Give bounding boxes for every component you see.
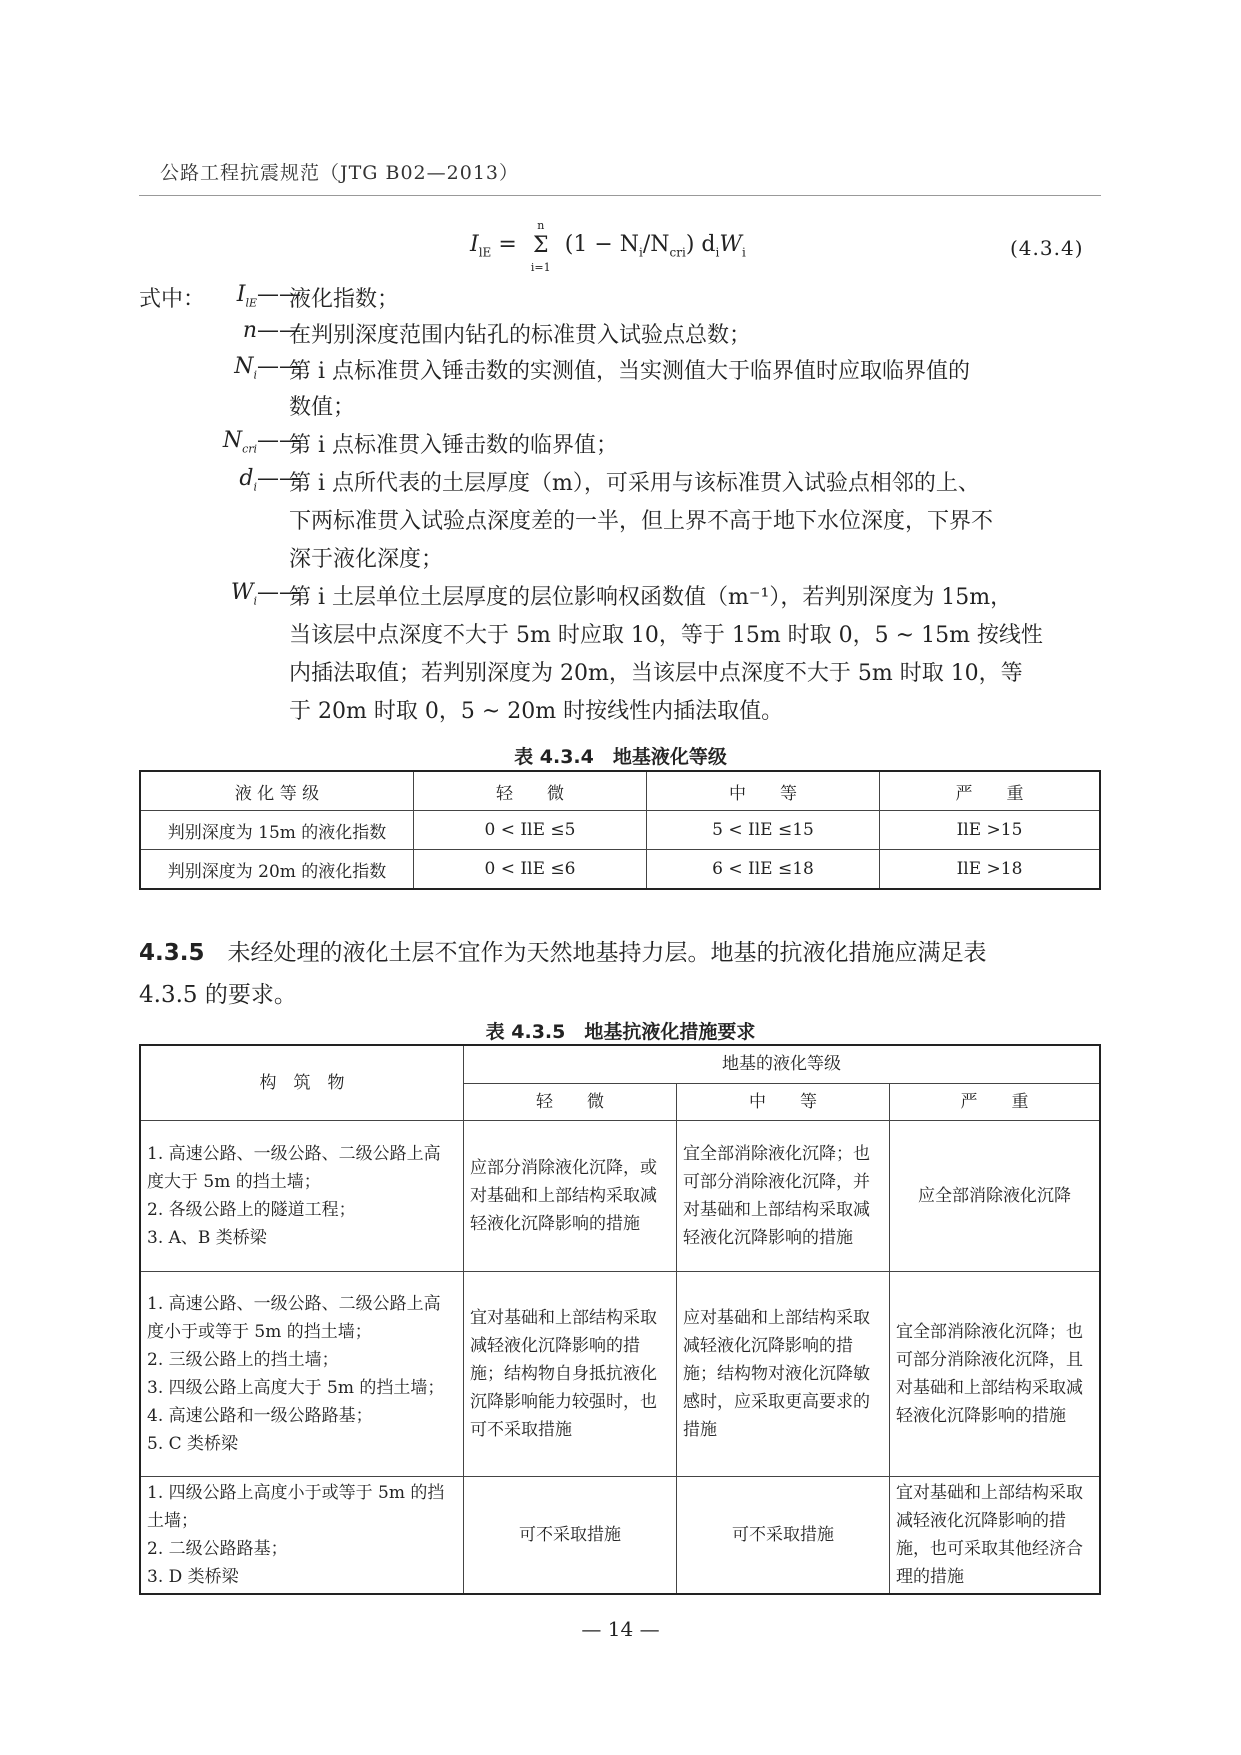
table-cell: 应部分消除液化沉降，或对基础和上部结构采取减轻液化沉降影响的措施 xyxy=(464,1121,677,1272)
var-desc: 第 i 土层单位土层厚度的层位影响权函数值（m⁻¹），若判别深度为 15m， xyxy=(289,585,1013,610)
var-desc: 第 i 点所代表的土层厚度（m），可采用与该标准贯入试验点相邻的上、 xyxy=(289,471,980,496)
var-symbol: $I_{lE}$ xyxy=(236,282,257,310)
var-desc-cont: 于 20m 时取 0，5 ~ 20m 时按线性内插法取值。 xyxy=(289,699,784,724)
var-symbol: $W_i$ xyxy=(230,580,257,608)
table-cell: 可不采取措施 xyxy=(677,1477,890,1595)
table-cell: 0 < IlE ≤5 xyxy=(414,811,647,850)
table-row xyxy=(140,850,1100,890)
table-row xyxy=(140,811,1100,850)
where-intro: 式中： xyxy=(139,287,206,312)
formula-body-1: (1 − N xyxy=(564,232,639,257)
table-cell: 宜全部消除液化沉降；也可部分消除液化沉降，并对基础和上部结构采取减轻液化沉降影响的措施 xyxy=(677,1121,890,1272)
section-435-line2: 4.3.5 的要求。 xyxy=(139,982,297,1008)
table-cell: 应全部消除液化沉降 xyxy=(890,1121,1101,1272)
table-row xyxy=(140,1121,1100,1272)
table-header-cell: 中 等 xyxy=(677,1083,890,1121)
page-number: — 14 — xyxy=(581,1617,660,1641)
var-symbol: n xyxy=(242,318,257,343)
var-desc: 第 i 点标准贯入锤击数的临界值； xyxy=(289,433,619,458)
var-desc: 第 i 点标准贯入锤击数的实测值，当实测值大于临界值时应取临界值的 xyxy=(289,359,971,384)
table-cell-structure: 1. 四级公路上高度小于或等于 5m 的挡土墙； 2. 二级公路路基； 3. D 类桥梁 xyxy=(140,1477,464,1595)
equation-number: (4.3.4) xyxy=(1010,236,1084,260)
formula-lhs: I xyxy=(470,232,479,257)
sum-upper: n xyxy=(537,218,545,232)
table-cell: 判别深度为 20m 的液化指数 xyxy=(140,850,414,890)
table-cell: 应对基础和上部结构采取减轻液化沉降影响的措施；结构物对液化沉降敏感时，应采取更高要求的措施 xyxy=(677,1272,890,1477)
table-cell: 判别深度为 15m 的液化指数 xyxy=(140,811,414,850)
table-cell: 宜对基础和上部结构采取减轻液化沉降影响的措施；结构物自身抵抗液化沉降影响能力较强时，也可不采取措施 xyxy=(464,1272,677,1477)
table-cell: IlE >15 xyxy=(880,811,1101,850)
var-symbol: $N_{cri}$ xyxy=(222,428,257,456)
table-header-cell: 轻 微 xyxy=(464,1083,677,1121)
table-435 xyxy=(139,1044,1101,1595)
formula-sub-4: i xyxy=(741,245,746,260)
table-434-caption: 表 4.3.4 地基液化等级 xyxy=(514,746,727,768)
section-435-line1 xyxy=(139,932,1101,974)
table-header-cell: 严 重 xyxy=(880,771,1101,811)
table-cell: 6 < IlE ≤18 xyxy=(647,850,880,890)
liquefaction-index-formula xyxy=(470,218,746,274)
var-symbol: $N_i$ xyxy=(234,354,257,382)
var-dash: —— xyxy=(257,466,301,491)
table-header-row xyxy=(140,771,1100,811)
section-435 xyxy=(139,932,1101,1016)
formula-body-3: ) d xyxy=(685,232,716,257)
formula-lhs-sub: lE xyxy=(478,245,492,260)
table-group-header: 地基的液化等级 xyxy=(464,1045,1101,1083)
formula-equals: = xyxy=(498,232,517,257)
table-cell: 5 < IlE ≤15 xyxy=(647,811,880,850)
table-header-row xyxy=(140,1045,1100,1083)
table-cell: 宜全部消除液化沉降；也可部分消除液化沉降，且对基础和上部结构采取减轻液化沉降影响的措施 xyxy=(890,1272,1101,1477)
section-number: 4.3.5 xyxy=(139,940,205,966)
var-dash: —— xyxy=(257,318,301,343)
formula-w: W xyxy=(719,232,742,257)
sum-lower: i=1 xyxy=(530,260,551,274)
var-dash: —— xyxy=(257,282,301,307)
formula-sub-2: cri xyxy=(669,245,686,260)
table-row xyxy=(140,1272,1100,1477)
table-header-cell: 严 重 xyxy=(890,1083,1101,1121)
var-desc-cont: 深于液化深度； xyxy=(289,547,444,572)
table-row xyxy=(140,1477,1100,1595)
table-435-caption: 表 4.3.5 地基抗液化措施要求 xyxy=(485,1021,756,1043)
table-cell: IlE >18 xyxy=(880,850,1101,890)
running-header: 公路工程抗震规范（JTG B02—2013） xyxy=(160,162,520,184)
table-cell-structure: 1. 高速公路、一级公路、二级公路上高度小于或等于 5m 的挡土墙； 2. 三级公路上的挡土墙； 3. 四级公路上高度大于 5m 的挡土墙； 4. 高速公路和一级公路路基； 5. C 类桥梁 xyxy=(140,1272,464,1477)
var-desc: 在判别深度范围内钻孔的标准贯入试验点总数； xyxy=(289,323,752,348)
table-header-cell: 液 化 等 级 xyxy=(140,771,414,811)
header-rule xyxy=(139,195,1101,196)
sum-symbol: Σ xyxy=(532,232,549,258)
formula-sum xyxy=(528,218,554,274)
table-header-cell: 中 等 xyxy=(647,771,880,811)
table-cell-structure: 1. 高速公路、一级公路、二级公路上高度大于 5m 的挡土墙； 2. 各级公路上的隧道工程； 3. A、B 类桥梁 xyxy=(140,1121,464,1272)
var-desc-cont: 下两标准贯入试验点深度差的一半，但上界不高于地下水位深度，下界不 xyxy=(289,509,994,534)
var-dash: —— xyxy=(257,354,301,379)
var-desc-cont: 内插法取值；若判别深度为 20m，当该层中点深度不大于 5m 时取 10，等 xyxy=(289,661,1023,686)
section-text: 未经处理的液化土层不宜作为天然地基持力层。地基的抗液化措施应满足表 xyxy=(227,940,987,966)
var-desc: 液化指数； xyxy=(289,287,400,312)
table-header-cell: 轻 微 xyxy=(414,771,647,811)
table-cell: 0 < IlE ≤6 xyxy=(414,850,647,890)
table-cell: 可不采取措施 xyxy=(464,1477,677,1595)
table-header-cell: 构 筑 物 xyxy=(140,1045,464,1121)
table-434 xyxy=(139,770,1101,890)
var-dash: —— xyxy=(257,428,301,453)
formula-sub-1: i xyxy=(639,245,643,260)
var-dash: —— xyxy=(257,580,301,605)
var-desc-cont: 当该层中点深度不大于 5m 时应取 10，等于 15m 时取 0，5 ~ 15m 按线性 xyxy=(289,623,1043,648)
table-cell: 宜对基础和上部结构采取减轻液化沉降影响的措施，也可采取其他经济合理的措施 xyxy=(890,1477,1101,1595)
var-symbol: $d_i$ xyxy=(239,466,257,494)
var-desc-cont: 数值； xyxy=(289,395,356,420)
formula-sub-3: i xyxy=(715,245,720,260)
formula-body-2: /N xyxy=(642,232,670,257)
